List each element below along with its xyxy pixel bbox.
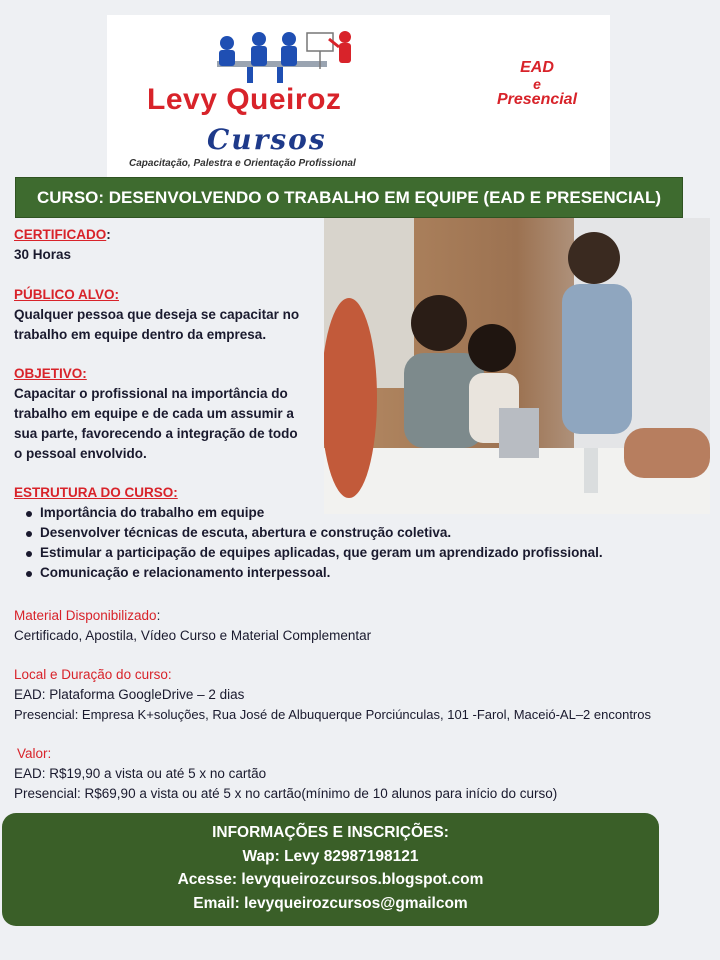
info-whatsapp: Wap: Levy 82987198121	[242, 847, 419, 865]
section-publico-alvo	[14, 285, 299, 345]
valor-line: EAD: R$19,90 a vista ou até 5 x no cartão	[14, 766, 267, 781]
objetivo-line: trabalho em equipe e de cada um assumir a	[14, 406, 294, 421]
people-at-desk-logo-icon	[207, 25, 357, 87]
estrutura-label: ESTRUTURA DO CURSO:	[14, 485, 178, 500]
certificado-label: CERTIFICADO	[14, 227, 107, 242]
list-item: Comunicação e relacionamento interpessoal.	[26, 563, 704, 583]
certificado-colon: :	[106, 227, 111, 242]
objetivo-line: sua parte, favorecendo a integração de todo	[14, 426, 298, 441]
info-heading: INFORMAÇÕES E INSCRIÇÕES:	[212, 824, 449, 841]
logo-header	[107, 15, 610, 177]
publico-label: PÚBLICO ALVO:	[14, 287, 119, 302]
section-objetivo	[14, 364, 298, 464]
valor-line: Presencial: R$69,90 a vista ou até 5 x no cartão(mínimo de 10 alunos para início do curso)	[14, 786, 558, 801]
valor-label: Valor:	[17, 746, 52, 761]
objetivo-line: Capacitar o profissional na importância do	[14, 386, 288, 401]
mode-presencial: Presencial	[496, 91, 578, 108]
list-item: Importância do trabalho em equipe	[26, 503, 704, 523]
delivery-mode	[462, 60, 612, 108]
brand-subtitle: Cursos	[207, 123, 327, 156]
info-website: Acesse: levyqueirozcursos.blogspot.com	[177, 871, 484, 888]
list-item: Desenvolver técnicas de escuta, abertura e construção coletiva.	[26, 523, 704, 543]
info-email: Email: levyqueirozcursos@gmailcom	[193, 894, 468, 912]
material-colon: :	[156, 608, 161, 623]
info-box	[2, 813, 659, 926]
local-line: EAD: Plataforma GoogleDrive – 2 dias	[14, 687, 245, 702]
list-item: Estimular a participação de equipes aplicadas, que geram um aprendizado profissional.	[26, 543, 704, 563]
section-certificado	[14, 225, 111, 265]
course-title: CURSO: DESENVOLVENDO O TRABALHO EM EQUIPE (EAD E PRESENCIAL)	[15, 177, 683, 218]
mode-and: e	[533, 76, 541, 92]
publico-line: Qualquer pessoa que deseja se capacitar no	[14, 307, 300, 322]
local-label: Local e Duração do curso:	[14, 667, 172, 682]
publico-line: trabalho em equipe dentro da empresa.	[14, 327, 267, 342]
mode-ead: EAD	[520, 59, 554, 76]
material-label: Material Disponibilizado	[14, 608, 157, 623]
material-text: Certificado, Apostila, Vídeo Curso e Material Complementar	[14, 628, 372, 643]
section-local	[14, 665, 714, 725]
section-material	[14, 606, 371, 646]
section-estrutura	[14, 483, 704, 583]
certificado-hours: 30 Horas	[14, 247, 72, 262]
brand-name: Levy Queiroz	[147, 83, 342, 116]
section-valor	[14, 744, 714, 804]
team-meeting-photo	[324, 218, 710, 514]
objetivo-line: o pessoal envolvido.	[14, 446, 147, 461]
brand-tagline: Capacitação, Palestra e Orientação Profissional	[129, 158, 356, 169]
estrutura-list	[14, 503, 704, 583]
team-meeting-image	[324, 218, 710, 514]
local-line: Presencial: Empresa K+soluções, Rua José de Albuquerque Porciúnculas, 101 -Farol, Maceió-AL–2 encontros	[14, 707, 651, 722]
objetivo-label: OBJETIVO:	[14, 366, 87, 381]
